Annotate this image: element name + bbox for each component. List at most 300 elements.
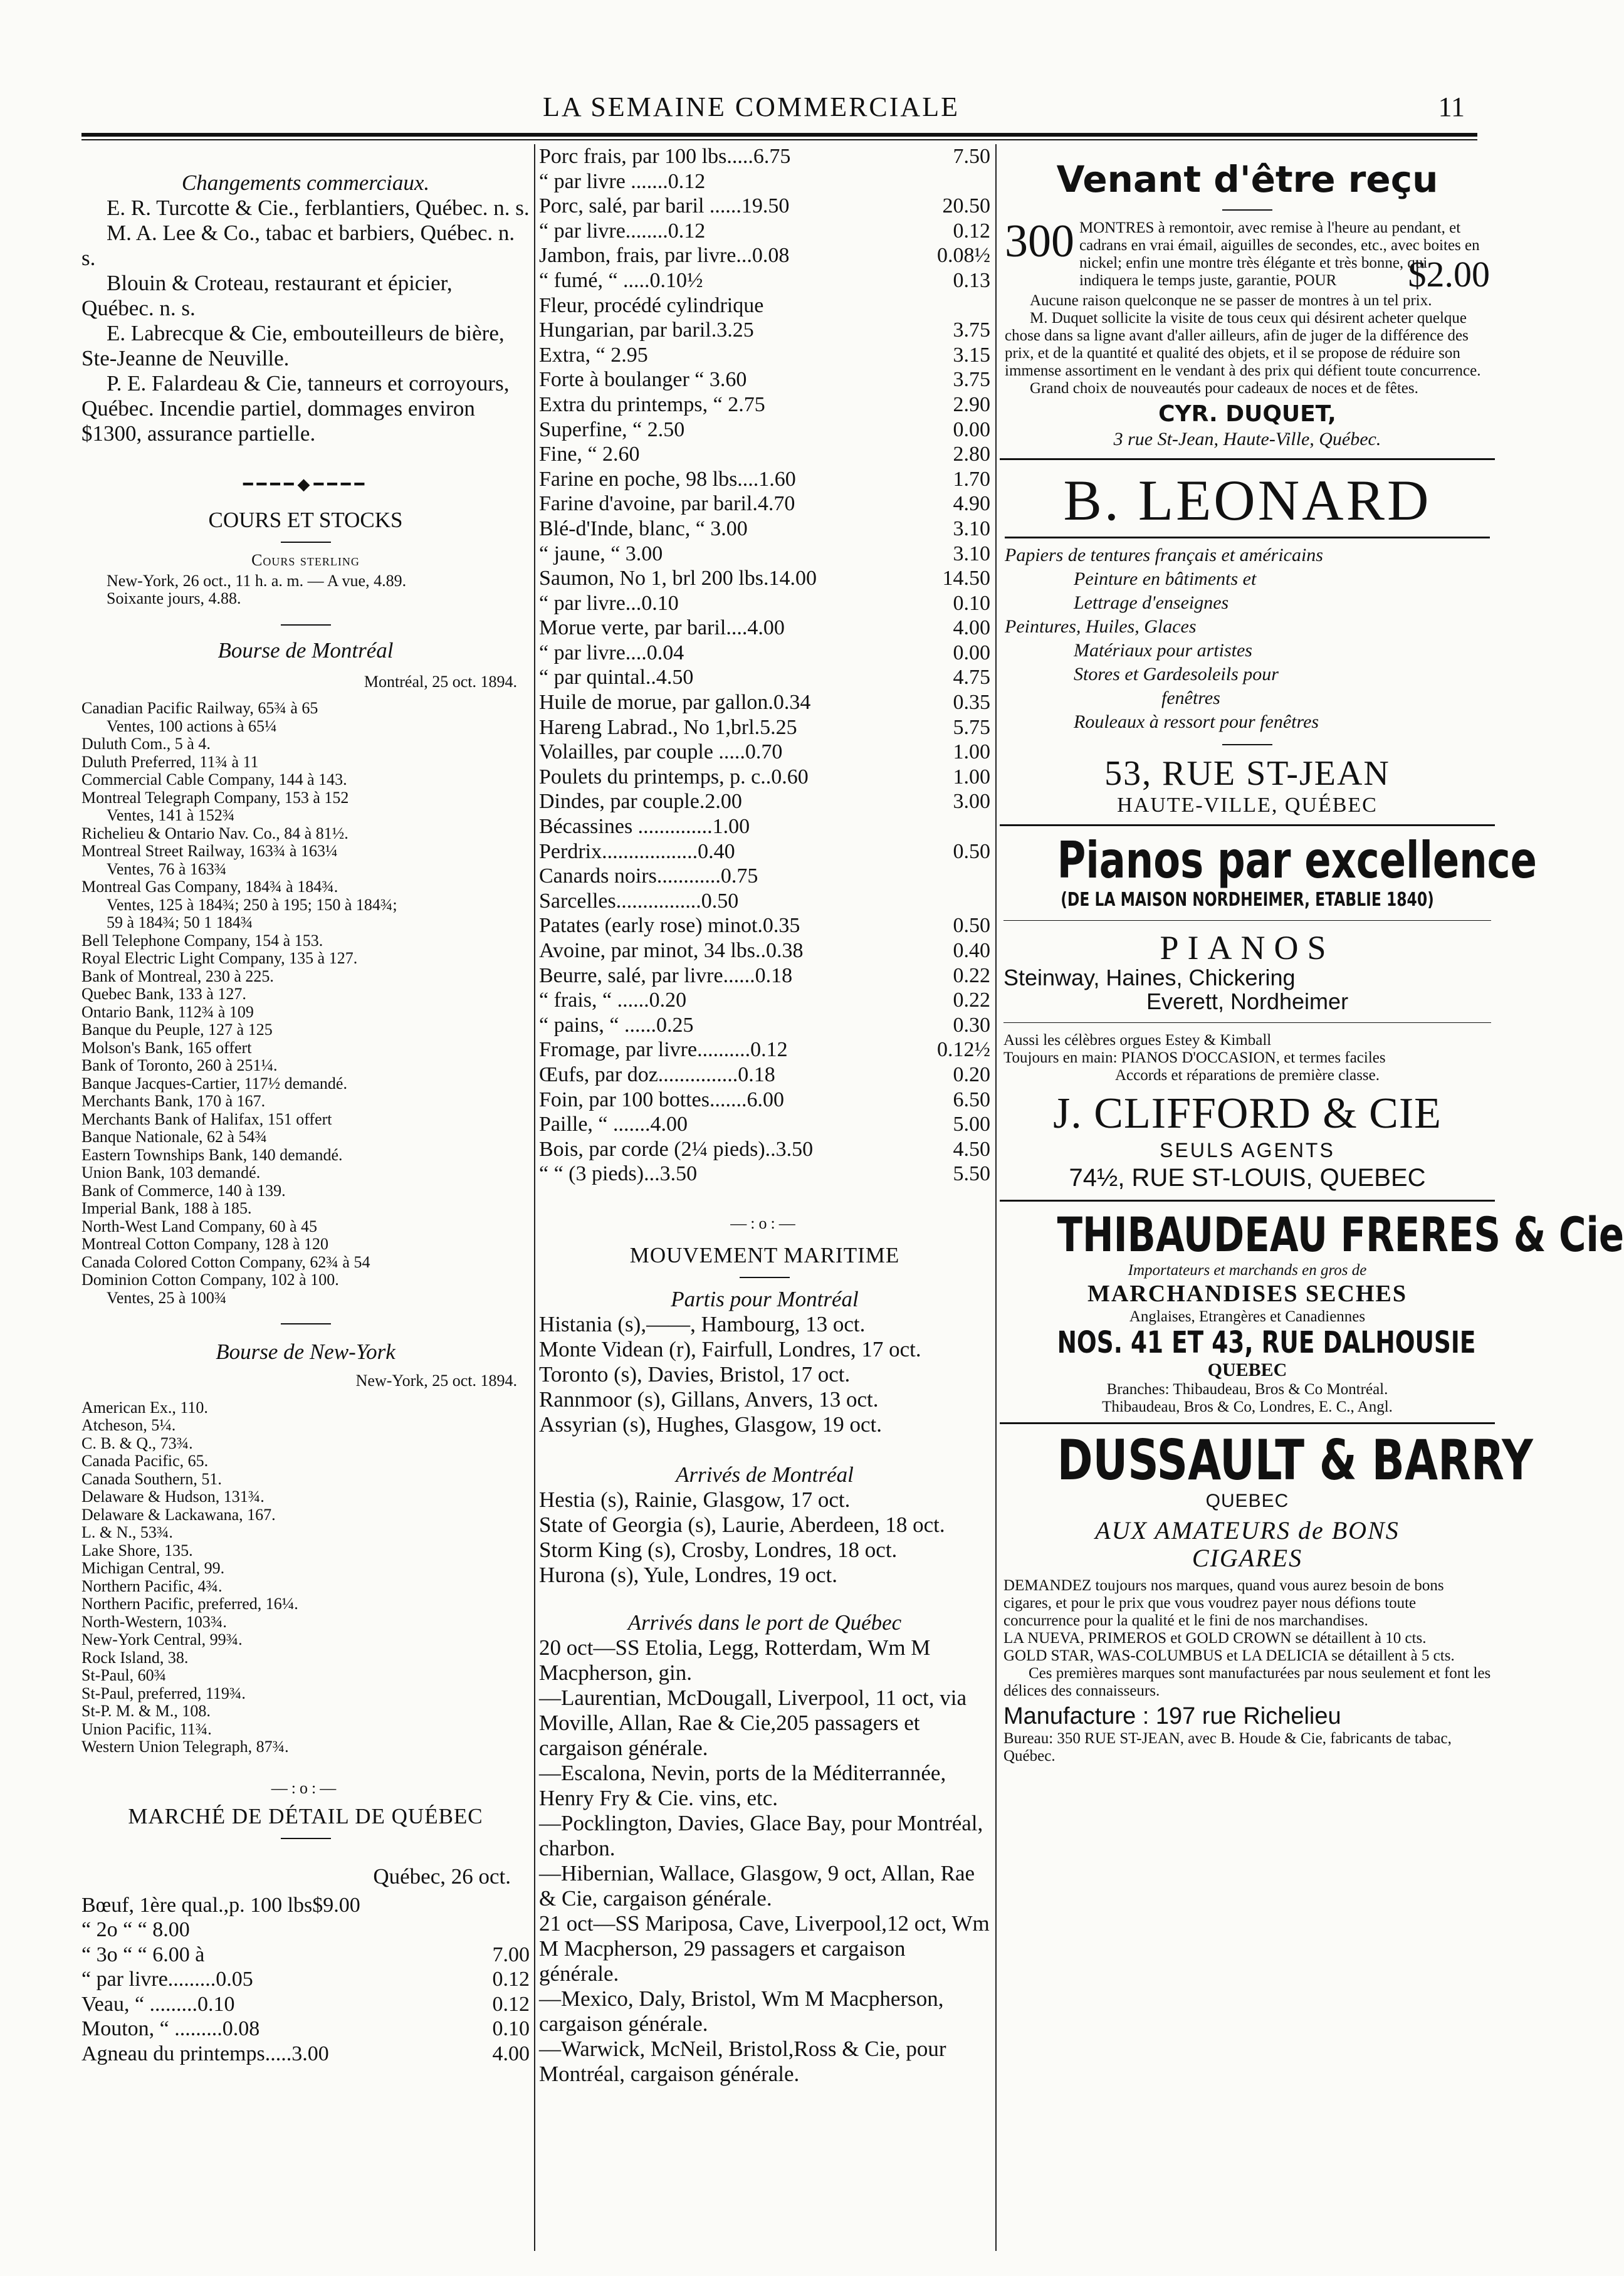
price-label: “ par livre........0.12 — [539, 219, 706, 243]
separator: —:o:— — [271, 1778, 340, 1797]
stock-quote: Canadian Pacific Railway, 65¾ à 65 — [81, 699, 318, 717]
thibaudeau-branches-2: Thibaudeau, Bros & Co, Londres, E. C., Angl. — [1102, 1398, 1393, 1415]
stock-quote: 59 à 184¾; 50 1 184¾ — [107, 913, 253, 931]
arrives-quebec-list — [539, 1635, 990, 2087]
clifford-address: 74½, RUE ST-LOUIS, QUEBEC — [1069, 1164, 1426, 1192]
price-max: 4.00 — [492, 2042, 530, 2066]
duquet-body-3: M. Duquet sollicite la visite de tous ceux qui désirent acheter quelque chose dans sa ligne avant d'aller ailleurs, afin de juger de la différence des prix, et de la quantité et qualité des objets, et il se propose de réduire son immense assortiment en le vendant à des prix qui défient toute concurrence. — [1005, 310, 1481, 379]
leonard-name: B. LEONARD — [1063, 468, 1432, 532]
price-label: “ par quintal..4.50 — [539, 666, 694, 690]
pianos-advert — [1000, 831, 1537, 1193]
price-row — [539, 913, 990, 938]
price-max: 3.10 — [953, 517, 990, 540]
page-header — [0, 0, 1502, 122]
stock-quote: Merchants Bank, 170 à 167. — [81, 1092, 266, 1110]
price-max: 1.00 — [953, 740, 990, 764]
price-row — [539, 690, 990, 715]
price-max: 4.75 — [953, 666, 990, 690]
stock-quote: Dominion Cotton Company, 102 à 100. — [81, 1271, 339, 1289]
partis-list — [539, 1312, 990, 1437]
stock-quote: New-York Central, 99¾. — [81, 1630, 243, 1649]
price-row — [539, 268, 990, 293]
price-max — [909, 814, 990, 839]
price-label: “ par livre....0.04 — [539, 641, 684, 664]
stock-quote: Quebec Bank, 133 à 127. — [81, 985, 246, 1003]
price-max: 3.15 — [953, 343, 990, 367]
price-max: 0.50 — [953, 839, 990, 863]
leonard-service-line: Peinture en bâtiments et — [1074, 569, 1257, 589]
price-label: Perdrix..................0.40 — [539, 839, 735, 863]
duquet-title: Venant d'être reçu — [1056, 158, 1438, 201]
thibaudeau-address: NOS. 41 ET 43, RUE DALHOUSIE — [1057, 1325, 1476, 1360]
header-rule-thin — [81, 139, 1477, 140]
price-row — [539, 988, 990, 1013]
price-label: “ pains, “ ......0.25 — [539, 1013, 694, 1037]
price-label: Extra du printemps, “ 2.75 — [539, 392, 765, 416]
sterling-heading: Cours sterling — [251, 551, 360, 569]
price-label: Huile de morue, par gallon.0.34 — [539, 691, 811, 715]
price-row — [81, 2016, 530, 2042]
price-row — [539, 665, 990, 690]
dussault-advert — [1000, 1428, 1533, 1765]
price-max: 0.50 — [953, 914, 990, 938]
price-label: Canards noirs............0.75 — [539, 864, 758, 888]
price-label: Foin, par 100 bottes.......6.00 — [539, 1088, 784, 1111]
price-max — [448, 1893, 530, 1918]
price-label: Mouton, “ .........0.08 — [81, 2017, 260, 2041]
thibaudeau-city: QUEBEC — [1207, 1360, 1287, 1380]
dussault-body: DEMANDEZ toujours nos marques, quand vous aurez besoin de bons cigares, et pour le prix que vous voudrez payer nous défions toute concurrence pour la qualité et le fini de nos marchandises. — [1003, 1577, 1444, 1629]
price-max: 5.75 — [953, 715, 990, 739]
stock-quote: Northern Pacific, preferred, 16¼. — [81, 1595, 298, 1613]
stock-quote: Lake Shore, 135. — [81, 1541, 193, 1560]
price-max: 0.22 — [953, 963, 990, 987]
marche-date: Québec, 26 oct. — [373, 1864, 511, 1889]
partis-heading: Partis pour Montréal — [671, 1286, 859, 1311]
price-max: 4.90 — [953, 492, 990, 516]
price-max: 0.20 — [953, 1062, 990, 1086]
ship-entry: Histania (s),——, Hambourg, 13 oct. — [539, 1311, 866, 1336]
price-label: Sarcelles................0.50 — [539, 889, 739, 913]
price-max — [448, 1917, 530, 1943]
ship-entry: —Mexico, Daly, Bristol, Wm M Macpherson, cargaison générale. — [539, 1986, 944, 2036]
price-label: Œufs, par doz...............0.18 — [539, 1062, 775, 1086]
stock-quote: Ventes, 76 à 163¾ — [107, 859, 227, 878]
stock-quote: Canada Colored Cotton Company, 62¾ à 54 — [81, 1252, 370, 1271]
pianos-brands-2: Everett, Nordheimer — [1146, 989, 1349, 1014]
leonard-service-line: Matériaux pour artistes — [1074, 640, 1252, 661]
marche-table — [81, 1893, 530, 2067]
price-label: Bois, par corde (2¼ pieds)..3.50 — [539, 1137, 814, 1161]
stock-quote: Union Bank, 103 demandé. — [81, 1163, 261, 1182]
price-max: 4.00 — [953, 616, 990, 640]
price-row — [81, 1967, 530, 1992]
ship-entry: Storm King (s), Crosby, Londres, 18 oct. — [539, 1537, 898, 1562]
ship-entry: Monte Videan (r), Fairfull, Londres, 17 oct. — [539, 1336, 921, 1361]
price-label: Farine d'avoine, par baril.4.70 — [539, 492, 795, 516]
change-entry: P. E. Falardeau & Cie, tanneurs et corroyours, Québec. Incendie partiel, dommages environ $1300, assurance partielle. — [81, 371, 510, 446]
price-row — [539, 814, 990, 839]
price-row — [539, 839, 990, 864]
arrives-montreal-list — [539, 1487, 990, 1588]
price-label: Saumon, No 1, brl 200 lbs.14.00 — [539, 567, 817, 590]
ad-rule — [1005, 537, 1490, 538]
stock-quote: Montreal Cotton Company, 128 à 120 — [81, 1235, 329, 1253]
duquet-advert — [1000, 158, 1495, 452]
stock-quote: Duluth Com., 5 à 4. — [81, 735, 211, 753]
price-max: 3.75 — [953, 368, 990, 392]
stock-quote: North-Western, 103¾. — [81, 1612, 227, 1631]
ad-rule — [1003, 1022, 1491, 1023]
price-max: 6.50 — [953, 1088, 990, 1111]
dussault-brands-2: GOLD STAR, WAS-COLUMBUS et LA DELICIA se détaillent à 5 cts. — [1003, 1647, 1455, 1664]
column-middle — [539, 144, 990, 2263]
price-row — [539, 1062, 990, 1088]
duquet-address: 3 rue St-Jean, Haute-Ville, Québec. — [1113, 429, 1381, 449]
short-rule — [1222, 209, 1272, 211]
price-row — [539, 641, 990, 666]
stock-quote: Ventes, 100 actions à 65¼ — [107, 716, 277, 735]
price-label: Poulets du printemps, p. c..0.60 — [539, 765, 809, 789]
price-max: 0.00 — [953, 641, 990, 664]
ship-entry: Hestia (s), Rainie, Glasgow, 17 oct. — [539, 1487, 851, 1512]
price-row — [81, 2042, 530, 2067]
price-row — [539, 491, 990, 517]
thibaudeau-title: THIBAUDEAU FRERES & Cie — [1057, 1207, 1624, 1262]
duquet-body: MONTRES à remontoir, avec remise à l'heure au pendant, et cadrans en vrai émail, aiguilles de secondes, etc., avec boites en nickel; enfin une montre très élégante et très bonne, qui indiquera le temps juste, garantie, POUR — [1079, 219, 1480, 289]
stock-quote: Eastern Townships Bank, 140 demandé. — [81, 1145, 343, 1164]
price-row — [539, 318, 990, 343]
price-label: Volailles, par couple .....0.70 — [539, 740, 783, 764]
price-label: Porc frais, par 100 lbs.....6.75 — [539, 145, 791, 168]
stock-quote: Atcheson, 5¼. — [81, 1416, 176, 1434]
bourse-montreal-date: Montréal, 25 oct. 1894. — [364, 672, 517, 691]
stock-quote: Royal Electric Light Company, 135 à 127. — [81, 949, 358, 967]
price-row — [539, 616, 990, 641]
price-max: 14.50 — [942, 567, 990, 590]
leonard-advert — [1000, 469, 1495, 818]
price-label: Porc, salé, par baril ......19.50 — [539, 194, 790, 218]
price-row — [539, 442, 990, 467]
price-row — [539, 1137, 990, 1162]
price-row — [81, 1917, 530, 1943]
column-left — [81, 144, 530, 2263]
dussault-title: DUSSAULT & BARRY — [1057, 1428, 1533, 1492]
price-label: Morue verte, par baril....4.00 — [539, 616, 785, 640]
short-rule — [281, 1323, 331, 1324]
price-max: 20.50 — [942, 194, 990, 218]
price-max — [909, 169, 990, 194]
ship-entry: —Hibernian, Wallace, Glasgow, 9 oct, Allan, Rae & Cie, cargaison générale. — [539, 1860, 975, 1911]
sterling-line: New-York, 26 oct., 11 h. a. m. — A vue, 4.89. — [107, 571, 407, 590]
column-divider — [534, 144, 535, 2251]
price-row — [539, 938, 990, 963]
price-max: 0.30 — [953, 1013, 990, 1037]
price-label: Paille, “ .......4.00 — [539, 1113, 688, 1136]
price-label: Extra, “ 2.95 — [539, 343, 648, 367]
price-label: Agneau du printemps.....3.00 — [81, 2042, 329, 2066]
stock-quote: Ventes, 141 à 152¾ — [107, 806, 235, 824]
price-label: Hungarian, par baril.3.25 — [539, 318, 754, 342]
price-max: 0.10 — [492, 2017, 530, 2041]
stock-quote: L. & N., 53¾. — [81, 1523, 173, 1541]
price-row — [539, 517, 990, 542]
price-row — [539, 765, 990, 790]
stock-quote: Molson's Bank, 165 offert — [81, 1038, 252, 1057]
dussault-manufacture: Manufacture : 197 rue Richelieu — [1003, 1703, 1341, 1729]
price-label: Farine en poche, 98 lbs....1.60 — [539, 467, 796, 491]
change-entry: E. R. Turcotte & Cie., ferblantiers, Québec. n. s. — [107, 196, 530, 220]
price-max: 3.75 — [953, 318, 990, 342]
duquet-big-number: 300 — [1005, 216, 1074, 267]
stock-quote: North-West Land Company, 60 à 45 — [81, 1217, 318, 1235]
stock-quote: American Ex., 110. — [81, 1398, 208, 1417]
pianos-text-3: Accords et réparations de première classe. — [1114, 1067, 1380, 1084]
stock-quote: Montreal Street Railway, 163¾ à 163¼ — [81, 842, 338, 860]
price-max: 4.50 — [953, 1137, 990, 1161]
price-row — [539, 1112, 990, 1137]
pianos-text-2: Toujours en main: PIANOS D'OCCASION, et termes faciles — [1003, 1049, 1386, 1066]
leonard-service-line: Lettrage d'enseignes — [1074, 592, 1229, 613]
ship-entry: Hurona (s), Yule, Londres, 19 oct. — [539, 1562, 837, 1587]
price-row — [539, 169, 990, 194]
leonard-service-line: Papiers de tentures français et américains — [1005, 545, 1323, 565]
pianos-label: PIANOS — [1160, 929, 1335, 967]
price-label: Forte à boulanger “ 3.60 — [539, 368, 747, 392]
short-rule — [281, 624, 331, 626]
price-row — [539, 1162, 990, 1187]
price-label: Dindes, par couple.2.00 — [539, 790, 742, 814]
price-label: Patates (early rose) minot.0.35 — [539, 914, 800, 938]
price-row — [539, 392, 990, 417]
price-label: “ jaune, “ 3.00 — [539, 542, 663, 565]
bourse-montreal-list — [81, 700, 530, 1307]
ship-entry: —Escalona, Nevin, ports de la Méditerrannée, Henry Fry & Cie. vins, etc. — [539, 1760, 946, 1810]
price-label: “ fumé, “ .....0.10½ — [539, 268, 703, 292]
price-row — [539, 889, 990, 914]
price-label: Veau, “ .........0.10 — [81, 1992, 235, 2016]
stock-quote: Union Pacific, 11¾. — [81, 1719, 212, 1738]
change-entry: Blouin & Croteau, restaurant et épicier, Québec. n. s. — [81, 271, 453, 320]
price-max: 0.00 — [953, 417, 990, 441]
price-max: 0.10 — [953, 591, 990, 615]
price-row — [539, 591, 990, 616]
price-row — [81, 1943, 530, 1968]
price-max: 0.12 — [492, 1992, 530, 2016]
dussault-slogan-1: AUX AMATEURS de BONS — [1095, 1516, 1400, 1544]
price-label: Fleur, procédé cylindrique — [539, 293, 764, 317]
header-rule — [81, 133, 1477, 137]
ship-entry: —Laurentian, McDougall, Liverpool, 11 oct, via Moville, Allan, Rae & Cie,205 passagers et cargaison générale. — [539, 1685, 967, 1760]
thibaudeau-subtitle: Importateurs et marchands en gros de — [1128, 1262, 1367, 1279]
stock-quote: St-Paul, 60¾ — [81, 1666, 167, 1684]
thibaudeau-branches-1: Branches: Thibaudeau, Bros & Co Montréal. — [1106, 1381, 1388, 1398]
short-rule — [281, 542, 331, 543]
ad-divider — [1000, 1422, 1495, 1424]
thibaudeau-merch: MARCHANDISES SECHES — [1087, 1281, 1407, 1307]
price-max: 0.12 — [492, 1968, 530, 1991]
price-row — [539, 1013, 990, 1038]
change-entry: E. Labrecque & Cie, embouteilleurs de bière, Ste-Jeanne de Neuville. — [81, 321, 505, 370]
arrives-montreal-heading: Arrivés de Montréal — [676, 1462, 854, 1487]
stock-quote: Ontario Bank, 112¾ à 109 — [81, 1002, 254, 1021]
price-row — [539, 542, 990, 567]
stock-quote: Michigan Central, 99. — [81, 1559, 225, 1577]
price-label: Bœuf, 1ère qual.,p. 100 lbs$9.00 — [81, 1893, 360, 1917]
price-row — [81, 1893, 530, 1918]
stock-quote: Western Union Telegraph, 87¾. — [81, 1738, 289, 1756]
clifford-agents: SEULS AGENTS — [1160, 1139, 1335, 1162]
price-max: 0.08½ — [937, 244, 990, 268]
price-max — [909, 864, 990, 889]
duquet-body-4: Grand choix de nouveautés pour cadeaux de noces et de fêtes. — [1030, 380, 1418, 397]
column-divider — [995, 144, 997, 2251]
dussault-slogan-2: CIGARES — [1192, 1544, 1303, 1572]
price-label: Fine, “ 2.60 — [539, 443, 640, 466]
price-max: 0.40 — [953, 939, 990, 962]
price-row — [539, 789, 990, 814]
column-right — [1000, 144, 1624, 2263]
price-table — [539, 144, 990, 1187]
price-row — [539, 467, 990, 492]
price-max: 3.00 — [953, 790, 990, 814]
price-max: 0.12½ — [937, 1038, 990, 1062]
price-label: Hareng Labrad., No 1,brl.5.25 — [539, 715, 797, 739]
price-row — [539, 293, 990, 318]
leonard-address: 53, RUE ST-JEAN — [1104, 754, 1390, 793]
ship-entry: —Pocklington, Davies, Glace Bay, pour Montréal, charbon. — [539, 1810, 983, 1860]
ship-entry: State of Georgia (s), Laurie, Aberdeen, 18 oct. — [539, 1512, 945, 1537]
stock-quote: Canada Southern, 51. — [81, 1469, 222, 1488]
maritime-heading: MOUVEMENT MARITIME — [629, 1242, 900, 1267]
sterling-line: Soixante jours, 4.88. — [107, 589, 241, 607]
stock-quote: Delaware & Lackawana, 167. — [81, 1505, 276, 1524]
duquet-body-2: Aucune raison quelconque ne se passer de montres à un tel prix. — [1030, 292, 1432, 309]
price-row — [539, 367, 990, 392]
price-row — [539, 219, 990, 244]
leonard-city: HAUTE-VILLE, QUÉBEC — [1117, 794, 1378, 817]
price-label: “ “ (3 pieds)...3.50 — [539, 1162, 698, 1186]
price-label: “ par livre.........0.05 — [81, 1968, 253, 1991]
stock-quote: Banque Nationale, 62 à 54¾ — [81, 1128, 268, 1146]
pianos-subtitle: (DE LA MAISON NORDHEIMER, ETABLIE 1840) — [1061, 889, 1434, 911]
price-max: 0.13 — [953, 268, 990, 292]
thibaudeau-advert — [1000, 1207, 1624, 1416]
change-entry: M. A. Lee & Co., tabac et barbiers, Québec. n. s. — [81, 221, 515, 270]
price-row — [539, 864, 990, 889]
price-label: Bécassines ..............1.00 — [539, 815, 750, 839]
stock-quote: Montreal Gas Company, 184¾ à 184¾. — [81, 878, 338, 896]
pianos-brands-1: Steinway, Haines, Chickering — [1003, 965, 1296, 990]
dussault-brands-1: LA NUEVA, PRIMEROS et GOLD CROWN se détaillent à 10 cts. — [1003, 1630, 1427, 1647]
clifford-name: J. CLIFFORD & CIE — [1053, 1089, 1442, 1138]
stock-quote: Imperial Bank, 188 à 185. — [81, 1199, 252, 1217]
price-label: “ frais, “ ......0.20 — [539, 989, 687, 1012]
price-max: 2.80 — [953, 443, 990, 466]
bourse-newyork-list — [81, 1399, 530, 1756]
price-max: 7.50 — [953, 145, 990, 168]
separator: —:o:— — [730, 1214, 799, 1232]
stock-quote: Bell Telephone Company, 154 à 153. — [81, 931, 323, 950]
bourse-newyork-date: New-York, 25 oct. 1894. — [355, 1371, 517, 1390]
arrives-quebec-heading: Arrivés dans le port de Québec — [627, 1610, 902, 1635]
price-row — [81, 1992, 530, 2017]
changes-list — [81, 196, 530, 446]
ship-entry: 20 oct—SS Etolia, Legg, Rotterdam, Wm M Macpherson, gin. — [539, 1635, 931, 1685]
ad-rule — [1003, 920, 1491, 921]
price-row — [539, 1088, 990, 1113]
stock-quote: Banque Jacques-Cartier, 117½ demandé. — [81, 1074, 347, 1093]
thibaudeau-merch-sub: Anglaises, Etrangères et Canadiennes — [1129, 1308, 1366, 1325]
price-label: Avoine, par minot, 34 lbs..0.38 — [539, 939, 804, 962]
page-number: 11 — [1438, 92, 1465, 122]
sterling-list — [81, 572, 530, 608]
marche-heading: MARCHÉ DE DÉTAIL DE QUÉBEC — [128, 1803, 483, 1828]
stock-quote: Commercial Cable Company, 144 à 143. — [81, 770, 347, 789]
price-max: 0.12 — [953, 219, 990, 243]
price-label: Beurre, salé, par livre......0.18 — [539, 963, 793, 987]
stock-quote: Delaware & Hudson, 131¾. — [81, 1487, 265, 1506]
stock-quote: St-P. M. & M., 108. — [81, 1702, 211, 1720]
dussault-city: QUEBEC — [1205, 1491, 1289, 1511]
price-max: 3.10 — [953, 542, 990, 565]
price-row — [539, 1037, 990, 1062]
price-max: 5.50 — [953, 1162, 990, 1186]
stock-quote: C. B. & Q., 73¾. — [81, 1434, 193, 1452]
price-label: “ par livre...0.10 — [539, 591, 679, 615]
bourse-montreal-heading: Bourse de Montréal — [217, 637, 394, 663]
ad-divider — [1000, 1200, 1495, 1202]
short-rule — [740, 1277, 790, 1278]
price-max: 2.90 — [953, 392, 990, 416]
ornament-separator: ━━━━◆━━━━ — [243, 475, 369, 493]
price-max — [909, 293, 990, 318]
ship-entry: Assyrian (s), Hughes, Glasgow, 19 oct. — [539, 1412, 882, 1437]
stock-quote: Rock Island, 38. — [81, 1648, 189, 1667]
price-label: Jambon, frais, par livre...0.08 — [539, 244, 790, 268]
stock-quote: Montreal Telegraph Company, 153 à 152 — [81, 788, 349, 807]
price-row — [539, 566, 990, 591]
leonard-service-line: Peintures, Huiles, Glaces — [1005, 616, 1197, 637]
price-max — [909, 889, 990, 914]
leonard-services — [1005, 543, 1490, 734]
pianos-title: Pianos par excellence — [1057, 831, 1537, 889]
ad-divider — [1000, 824, 1495, 826]
ship-entry: Rannmoor (s), Gillans, Anvers, 13 oct. — [539, 1387, 879, 1412]
bourse-newyork-heading: Bourse de New-York — [216, 1340, 396, 1364]
ad-divider — [1000, 458, 1495, 460]
ship-entry: —Warwick, McNeil, Bristol,Ross & Cie, pour Montréal, cargaison générale. — [539, 2036, 946, 2086]
short-rule — [1222, 744, 1272, 745]
stock-quote: Duluth Preferred, 11¾ à 11 — [81, 752, 259, 771]
stock-quote: Bank of Montreal, 230 à 225. — [81, 967, 274, 985]
cours-heading: COURS ET STOCKS — [208, 508, 403, 532]
ship-entry: 21 oct—SS Mariposa, Cave, Liverpool,12 oct, Wm M Macpherson, 29 passagers et cargaison générale. — [539, 1911, 990, 1986]
price-max: 0.22 — [953, 989, 990, 1012]
stock-quote: Ventes, 25 à 100¾ — [107, 1288, 227, 1307]
pianos-text-1: Aussi les célèbres orgues Estey & Kimball — [1003, 1032, 1272, 1049]
price-label: “ 3o “ “ 6.00 à — [81, 1943, 205, 1966]
changes-heading: Changements commerciaux. — [181, 170, 430, 195]
price-max: 5.00 — [953, 1113, 990, 1136]
price-max: 1.70 — [953, 467, 990, 491]
stock-quote: St-Paul, preferred, 119¾. — [81, 1684, 246, 1702]
stock-quote: Bank of Commerce, 140 à 139. — [81, 1181, 286, 1200]
price-row — [539, 417, 990, 443]
price-row — [539, 740, 990, 765]
dussault-bureau: Bureau: 350 RUE ST-JEAN, avec B. Houde & Cie, fabricants de tabac, Québec. — [1003, 1730, 1452, 1765]
price-row — [539, 243, 990, 268]
